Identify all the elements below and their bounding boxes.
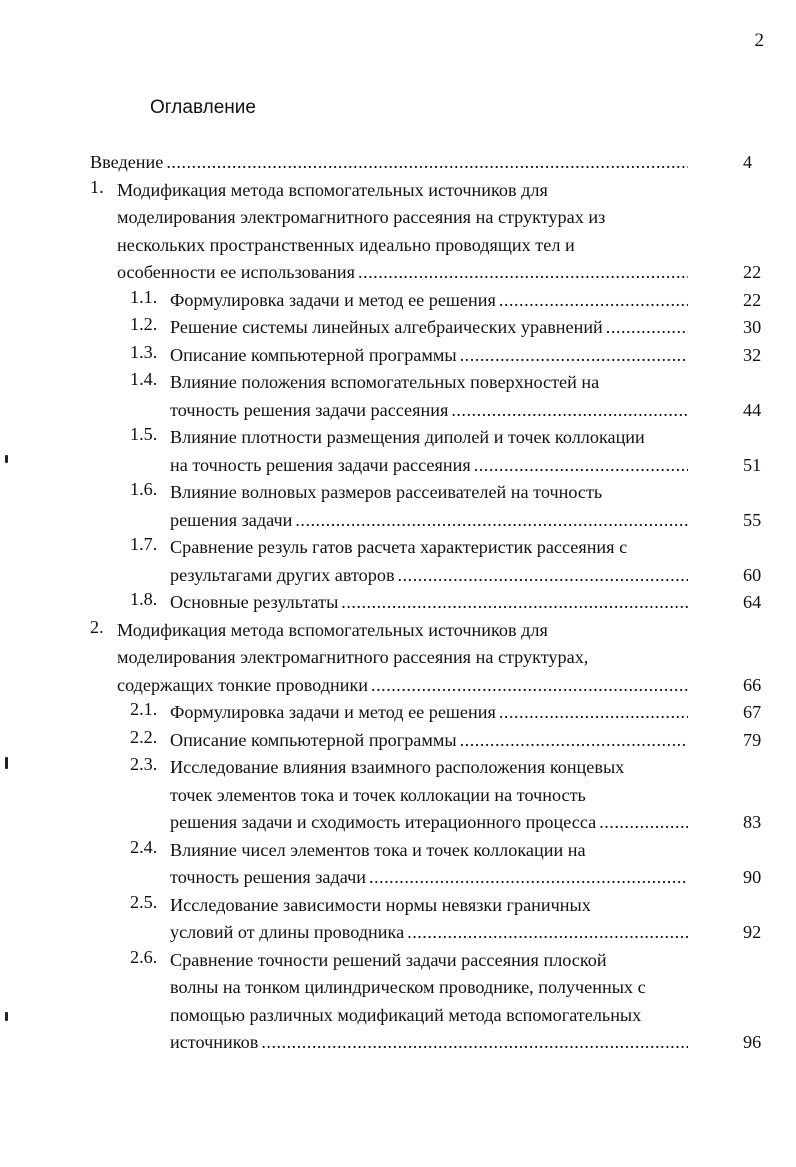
dot-leader (451, 397, 688, 425)
dot-leader (460, 727, 688, 755)
toc-entry-title-line: Влияние чисел элементов тока и точек коллокации на (170, 839, 586, 860)
dot-leader (295, 507, 688, 535)
toc-entry-title-line: точек элементов тока и точек коллокации на точность (170, 784, 586, 805)
toc-entry-number: 2.3. (130, 754, 158, 774)
toc-entry: 1.8. Основные результаты ..... 64 (0, 589, 796, 617)
toc-entry: 1. Модификация метода вспомогательных источников для моделирования электромагнитного рассеяния на структурах из нескольких пространственных идеально проводящих тел и особенности ее использования ..... 22 (0, 177, 796, 287)
toc-entry-title-line: Формулировка задачи и метод ее решения (170, 289, 496, 310)
dot-leader (474, 452, 688, 480)
toc-entry: 1.4. Влияние положения вспомогательных поверхностей на точность решения задачи рассеяния ..... 44 (0, 369, 796, 424)
toc-entry: 2.6. Сравнение точности решений задачи рассеяния плоской волны на тонком цилиндрическом проводнике, полученных с помощью различных модификаций метода вспомогательных источников ..... 96 (0, 947, 796, 1057)
toc-entry-title-line: точность решения задачи (170, 867, 366, 887)
dot-leader (460, 342, 688, 370)
toc-entry-title-line: Сравнение точности решений задачи рассеяния плоской (170, 949, 607, 970)
toc-entry-title-line: моделирования электромагнитного рассеяния на структурах из (117, 207, 606, 227)
toc-entry: 1.1. Формулировка задачи и метод ее решения ..... 22 (0, 287, 796, 315)
dot-leader (371, 672, 688, 700)
toc-entry-number: 1.7. (130, 534, 158, 554)
toc-entry-title-line: результагами других авторов (170, 564, 395, 585)
toc-entry: 1.7. Сравнение резуль гатов расчета характеристик рассеяния с результагами других авторов ..... 60 (0, 534, 796, 589)
toc-entry-title-line: помощью различных модификаций метода вспомогательных (170, 1004, 642, 1025)
toc-entry-number: 1.2. (130, 314, 158, 334)
toc-entry-title-line: Введение (90, 152, 164, 172)
toc-entry-number: 2.2. (130, 726, 158, 747)
toc-entry: 1.2. Решение системы линейных алгебраических уравнений ..... 30 (0, 314, 796, 342)
toc-entry-title-line: Описание компьютерной программы (170, 729, 457, 750)
toc-entry-title-line: Влияние плотности размещения диполей и точек коллокации (170, 427, 645, 447)
toc-entry-number: 2. (90, 616, 104, 637)
toc-entry-title-line: источников (170, 1032, 259, 1052)
toc-entry-title-line: Модификация метода вспомогательных источников для (117, 619, 548, 640)
toc-entry: 2.4. Влияние чисел элементов тока и точек коллокации на точность решения задачи ..... 90 (0, 837, 796, 892)
toc-entry-title-line: содержащих тонкие проводники (117, 674, 369, 695)
toc-entry-title-line: волны на тонком цилиндрическом проводнике, полученных с (170, 977, 646, 997)
toc-entry-title-line: решения задачи и сходимость итерационного процесса (170, 812, 597, 832)
toc-entry: Введение ..... 4 (0, 149, 796, 177)
toc-entry-title-line: особенности ее использования (117, 262, 355, 282)
scan-mark (5, 757, 8, 769)
toc-entry-number: 2.4. (130, 836, 158, 857)
toc-entry-title-line: решения задачи (170, 509, 293, 530)
toc-entry-title-line: Исследование зависимости нормы невязки граничных (170, 894, 591, 915)
toc-entry-title-line: Решение системы линейных алгебраических уравнений (170, 317, 603, 337)
toc-entry-title-line: Исследование влияния взаимного расположения концевых (170, 757, 625, 777)
toc-heading: Оглавление (150, 97, 256, 118)
toc-entry-title-line: Влияние волновых размеров рассеивателей на точность (170, 482, 603, 502)
toc-entry-number: 1.8. (130, 589, 158, 609)
dot-leader (407, 919, 688, 947)
toc-entry-number: 1.1. (130, 286, 158, 307)
dot-leader (499, 287, 688, 315)
toc-entry-number: 1.5. (130, 424, 158, 444)
toc-entry: 1.6. Влияние волновых размеров рассеивателей на точность решения задачи ..... 55 (0, 479, 796, 534)
toc-entry-title-line: Основные результаты (170, 592, 339, 612)
toc-entry-number: 1.6. (130, 479, 158, 499)
toc-entry-number: 1.3. (130, 341, 158, 362)
dot-leader (599, 809, 688, 837)
dot-leader (358, 259, 688, 287)
toc-entry-number: 2.1. (130, 699, 158, 719)
dot-leader (398, 562, 688, 590)
toc-entry-title-line: Сравнение резуль гатов расчета характеристик рассеяния с (170, 537, 628, 557)
dot-leader (166, 149, 688, 177)
toc-entry-number: 2.6. (130, 946, 158, 967)
scan-mark (5, 1012, 8, 1021)
toc-entry: 2. Модификация метода вспомогательных источников для моделирования электромагнитного рассеяния на структурах, содержащих тонкие проводники ..... 66 (0, 617, 796, 700)
toc-entry: 1.3. Описание компьютерной программы ..... 32 (0, 342, 796, 370)
toc-entry-title-line: на точность решения задачи рассеяния (170, 454, 471, 475)
toc-entry-title-line: нескольких пространственных идеально проводящих тел и (117, 234, 575, 255)
dot-leader (341, 589, 688, 617)
toc-entry: 2.5. Исследование зависимости нормы невязки граничных условий от длины проводника ..... 92 (0, 892, 796, 947)
toc-entry-title-line: Влияние положения вспомогательных поверхностей на (170, 372, 600, 392)
toc-entry: 2.2. Описание компьютерной программы ..... 79 (0, 727, 796, 755)
toc-entry-number: 2.5. (130, 891, 158, 912)
dot-leader (369, 864, 688, 892)
toc-entry-title-line: Формулировка задачи и метод ее решения (170, 702, 496, 722)
dot-leader (261, 1029, 688, 1057)
toc-entry-title-line: Модификация метода вспомогательных источников для (117, 179, 548, 200)
toc-entry-title-line: Описание компьютерной программы (170, 344, 457, 365)
dot-leader (606, 314, 688, 342)
toc-entry-number: 1.4. (130, 369, 158, 389)
toc-entry: 1.5. Влияние плотности размещения диполей и точек коллокации на точность решения задачи рассеяния ..... 51 (0, 424, 796, 479)
scan-mark (5, 455, 8, 463)
toc-entry-title-line: условий от длины проводника (170, 922, 405, 942)
toc-entry-number: 1. (90, 176, 104, 197)
table-of-contents (0, 149, 796, 1057)
dot-leader (499, 699, 688, 727)
toc-entry: 2.1. Формулировка задачи и метод ее решения ..... 67 (0, 699, 796, 727)
page-number: 2 (754, 30, 764, 51)
toc-entry-title-line: точность решения задачи рассеяния (170, 399, 449, 420)
toc-entry: 2.3. Исследование влияния взаимного расположения концевых точек элементов тока и точек коллокации на точность решения задачи и сходимость итерационного процесса ..... 83 (0, 754, 796, 837)
toc-entry-title-line: моделирования электромагнитного рассеяния на структурах, (117, 647, 589, 667)
